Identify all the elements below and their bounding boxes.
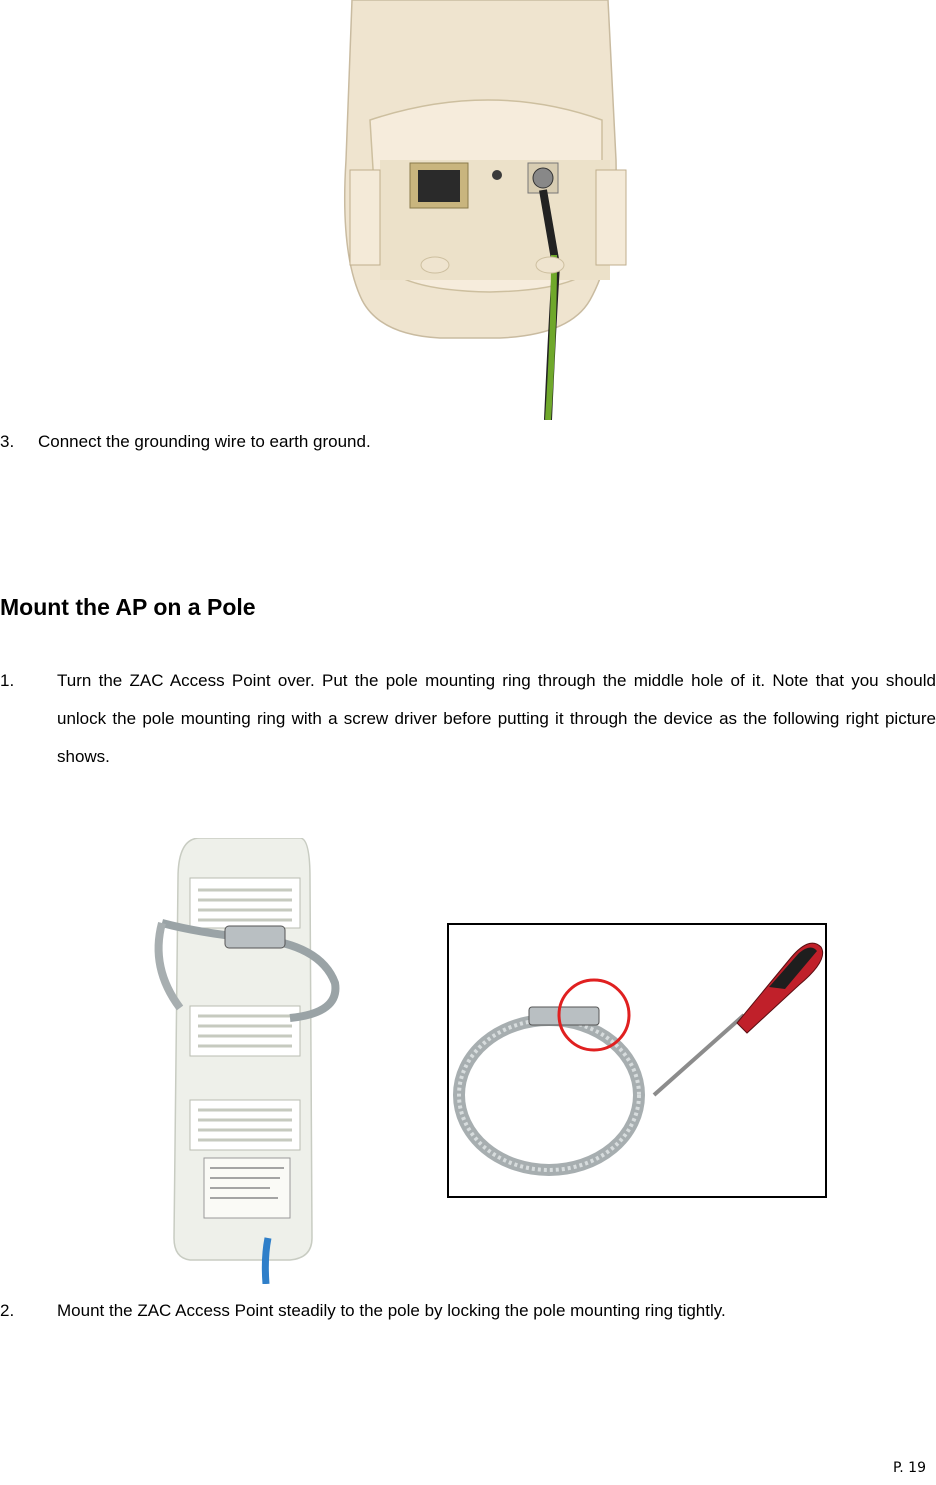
step-text: Turn the ZAC Access Point over. Put the pole mounting ring through the middle hole of it. Note that you should unlock the pole mounting ring with a screw driver before putting it through the device as the following right picture shows.: [57, 671, 936, 766]
ap-with-mounting-ring-photo: [140, 838, 340, 1284]
ring-and-screwdriver-photo: [447, 923, 827, 1198]
step-text: Connect the grounding wire to earth ground.: [38, 432, 371, 451]
step-1: [0, 662, 936, 782]
step-text: Mount the ZAC Access Point steadily to the pole by locking the pole mounting ring tightly.: [57, 1301, 726, 1320]
page-number: P. 19: [893, 1460, 926, 1476]
section-heading: Mount the AP on a Pole: [0, 594, 256, 620]
step-number: 3.: [0, 432, 15, 451]
step-number: 1.: [0, 671, 15, 690]
step-2: [0, 1292, 936, 1332]
grounding-wire-photo: [340, 0, 640, 420]
step-number: 2.: [0, 1301, 15, 1320]
step-3: [0, 432, 371, 452]
